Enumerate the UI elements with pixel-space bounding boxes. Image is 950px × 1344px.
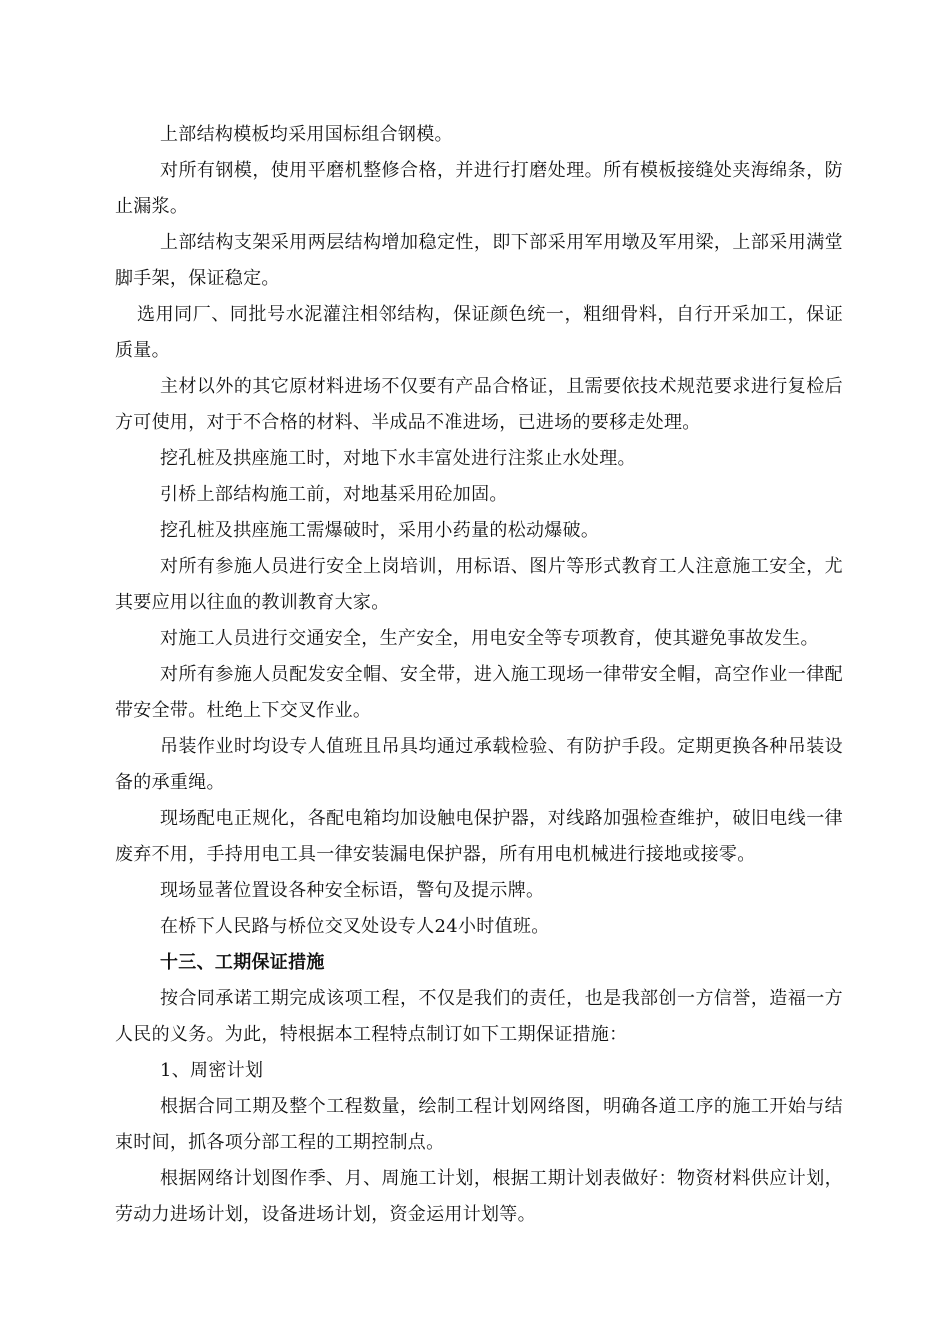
- paragraph: 现场显著位置设各种安全标语，警句及提示牌。: [160, 880, 545, 901]
- paragraph: 对所有参施人员进行安全上岗培训，用标语、图片等形式教育工人注意施工安全，尤其要应用以往血的教训教育大家。: [115, 556, 843, 613]
- section-heading: 十三、工期保证措施: [160, 952, 325, 973]
- paragraph: 挖孔桩及拱座施工需爆破时，采用小药量的松动爆破。: [160, 520, 600, 541]
- paragraph: 现场配电正规化，各配电箱均加设触电保护器，对线路加强检查维护，破旧电线一律废弃不用，手持用电工具一律安装漏电保护器，所有用电机械进行接地或接零。: [115, 808, 843, 865]
- paragraph: 对所有参施人员配发安全帽、安全带，进入施工现场一律带安全帽，高空作业一律配带安全带。杜绝上下交叉作业。: [115, 664, 843, 721]
- paragraph: 按合同承诺工期完成该项工程，不仅是我们的责任，也是我部创一方信誉，造福一方人民的义务。为此，特根据本工程特点制订如下工期保证措施：: [115, 988, 843, 1045]
- paragraph: 在桥下人民路与桥位交叉处设专人24小时值班。: [160, 916, 550, 937]
- paragraph: 选用同厂、同批号水泥灌注相邻结构，保证颜色统一，粗细骨料，自行开采加工，保证质量。: [115, 304, 843, 361]
- document-body: [115, 117, 843, 1233]
- paragraph: 上部结构支架采用两层结构增加稳定性，即下部采用军用墩及军用梁，上部采用满堂脚手架，保证稳定。: [115, 232, 843, 289]
- paragraph: 主材以外的其它原材料进场不仅要有产品合格证，且需要依技术规范要求进行复检后方可使用，对于不合格的材料、半成品不准进场，已进场的要移走处理。: [115, 376, 843, 433]
- paragraph: 根据网络计划图作季、月、周施工计划，根据工期计划表做好：物资材料供应计划，劳动力进场计划，设备进场计划，资金运用计划等。: [115, 1168, 843, 1225]
- paragraph: 挖孔桩及拱座施工时，对地下水丰富处进行注浆止水处理。: [160, 448, 636, 469]
- paragraph: 根据合同工期及整个工程数量，绘制工程计划网络图，明确各道工序的施工开始与结束时间，抓各项分部工程的工期控制点。: [115, 1096, 843, 1153]
- paragraph: 吊装作业时均设专人值班且吊具均通过承载检验、有防护手段。定期更换各种吊装设备的承重绳。: [115, 736, 843, 793]
- paragraph: 引桥上部结构施工前，对地基采用砼加固。: [160, 484, 508, 505]
- paragraph: 上部结构模板均采用国标组合钢模。: [160, 124, 453, 145]
- paragraph: 对所有钢模，使用平磨机整修合格，并进行打磨处理。所有模板接缝处夹海绵条，防止漏浆。: [115, 160, 843, 217]
- paragraph: 对施工人员进行交通安全，生产安全，用电安全等专项教育，使其避免事故发生。: [160, 628, 819, 649]
- subsection-heading: 1、周密计划: [160, 1060, 264, 1081]
